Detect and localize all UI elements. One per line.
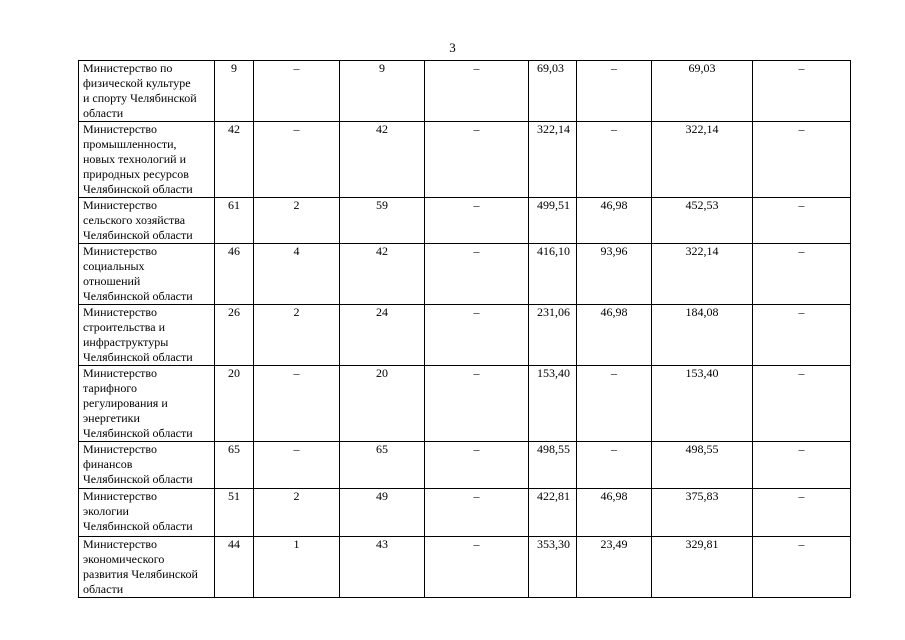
value-cell-col-4: –: [425, 122, 529, 198]
value-cell-col-6: 46,98: [577, 305, 652, 366]
ministry-name-cell: Министерство тарифного регулирования и энергетики Челябинской области: [79, 366, 215, 442]
table-row: [79, 305, 851, 366]
value-cell-col-3: 42: [340, 122, 425, 198]
value-cell-col-4: –: [425, 489, 529, 537]
value-cell-col-3: 24: [340, 305, 425, 366]
value-cell-col-2: –: [254, 366, 340, 442]
value-cell-col-5: 353,30: [529, 537, 577, 598]
value-cell-col-8: –: [753, 61, 851, 122]
value-cell-col-6: 46,98: [577, 489, 652, 537]
value-cell-col-6: –: [577, 442, 652, 489]
value-cell-col-7: 153,40: [652, 366, 753, 442]
value-cell-col-7: 322,14: [652, 122, 753, 198]
value-cell-col-4: –: [425, 537, 529, 598]
value-cell-col-2: 4: [254, 244, 340, 305]
ministry-name-cell: Министерство финансов Челябинской области: [79, 442, 215, 489]
value-cell-col-4: –: [425, 198, 529, 244]
table-row: [79, 122, 851, 198]
value-cell-col-1: 26: [215, 305, 254, 366]
ministry-name-cell: Министерство строительства и инфраструктуры Челябинской области: [79, 305, 215, 366]
value-cell-col-3: 43: [340, 537, 425, 598]
table-row: [79, 442, 851, 489]
value-cell-col-5: 322,14: [529, 122, 577, 198]
table-row: [79, 61, 851, 122]
page-number: 3: [449, 40, 456, 55]
value-cell-col-1: 42: [215, 122, 254, 198]
value-cell-col-1: 51: [215, 489, 254, 537]
value-cell-col-1: 61: [215, 198, 254, 244]
value-cell-col-1: 44: [215, 537, 254, 598]
ministry-name-cell: Министерство социальных отношений Челябинской области: [79, 244, 215, 305]
value-cell-col-8: –: [753, 366, 851, 442]
value-cell-col-7: 498,55: [652, 442, 753, 489]
value-cell-col-2: 2: [254, 198, 340, 244]
value-cell-col-2: –: [254, 61, 340, 122]
value-cell-col-2: –: [254, 122, 340, 198]
ministry-name-cell: Министерство экологии Челябинской области: [79, 489, 215, 537]
value-cell-col-8: –: [753, 489, 851, 537]
value-cell-col-1: 9: [215, 61, 254, 122]
value-cell-col-4: –: [425, 244, 529, 305]
value-cell-col-5: 153,40: [529, 366, 577, 442]
table-row: [79, 244, 851, 305]
table-row: [79, 489, 851, 537]
value-cell-col-6: 93,96: [577, 244, 652, 305]
value-cell-col-2: 2: [254, 305, 340, 366]
value-cell-col-1: 65: [215, 442, 254, 489]
value-cell-col-6: 23,49: [577, 537, 652, 598]
value-cell-col-7: 329,81: [652, 537, 753, 598]
value-cell-col-7: 184,08: [652, 305, 753, 366]
ministry-name-cell: Министерство сельского хозяйства Челябинской области: [79, 198, 215, 244]
value-cell-col-5: 499,51: [529, 198, 577, 244]
value-cell-col-3: 65: [340, 442, 425, 489]
value-cell-col-8: –: [753, 537, 851, 598]
value-cell-col-2: –: [254, 442, 340, 489]
value-cell-col-4: –: [425, 305, 529, 366]
value-cell-col-5: 422,81: [529, 489, 577, 537]
value-cell-col-5: 416,10: [529, 244, 577, 305]
value-cell-col-8: –: [753, 305, 851, 366]
value-cell-col-7: 322,14: [652, 244, 753, 305]
value-cell-col-3: 42: [340, 244, 425, 305]
value-cell-col-3: 59: [340, 198, 425, 244]
table-row: [79, 537, 851, 598]
value-cell-col-7: 452,53: [652, 198, 753, 244]
value-cell-col-4: –: [425, 61, 529, 122]
value-cell-col-8: –: [753, 244, 851, 305]
value-cell-col-8: –: [753, 442, 851, 489]
value-cell-col-1: 46: [215, 244, 254, 305]
ministry-name-cell: Министерство экономического развития Челябинской области: [79, 537, 215, 598]
value-cell-col-5: 231,06: [529, 305, 577, 366]
ministry-table: [78, 60, 851, 598]
value-cell-col-1: 20: [215, 366, 254, 442]
value-cell-col-3: 49: [340, 489, 425, 537]
value-cell-col-3: 9: [340, 61, 425, 122]
value-cell-col-6: 46,98: [577, 198, 652, 244]
value-cell-col-6: –: [577, 61, 652, 122]
value-cell-col-4: –: [425, 442, 529, 489]
value-cell-col-3: 20: [340, 366, 425, 442]
value-cell-col-6: –: [577, 366, 652, 442]
ministry-name-cell: Министерство по физической культуре и спорту Челябинской области: [79, 61, 215, 122]
table-body: [79, 61, 851, 598]
value-cell-col-8: –: [753, 122, 851, 198]
value-cell-col-6: –: [577, 122, 652, 198]
table-row: [79, 366, 851, 442]
value-cell-col-7: 375,83: [652, 489, 753, 537]
value-cell-col-2: 1: [254, 537, 340, 598]
value-cell-col-4: –: [425, 366, 529, 442]
value-cell-col-8: –: [753, 198, 851, 244]
value-cell-col-2: 2: [254, 489, 340, 537]
ministry-name-cell: Министерство промышленности, новых технологий и природных ресурсов Челябинской области: [79, 122, 215, 198]
table-row: [79, 198, 851, 244]
value-cell-col-5: 69,03: [529, 61, 577, 122]
value-cell-col-5: 498,55: [529, 442, 577, 489]
value-cell-col-7: 69,03: [652, 61, 753, 122]
